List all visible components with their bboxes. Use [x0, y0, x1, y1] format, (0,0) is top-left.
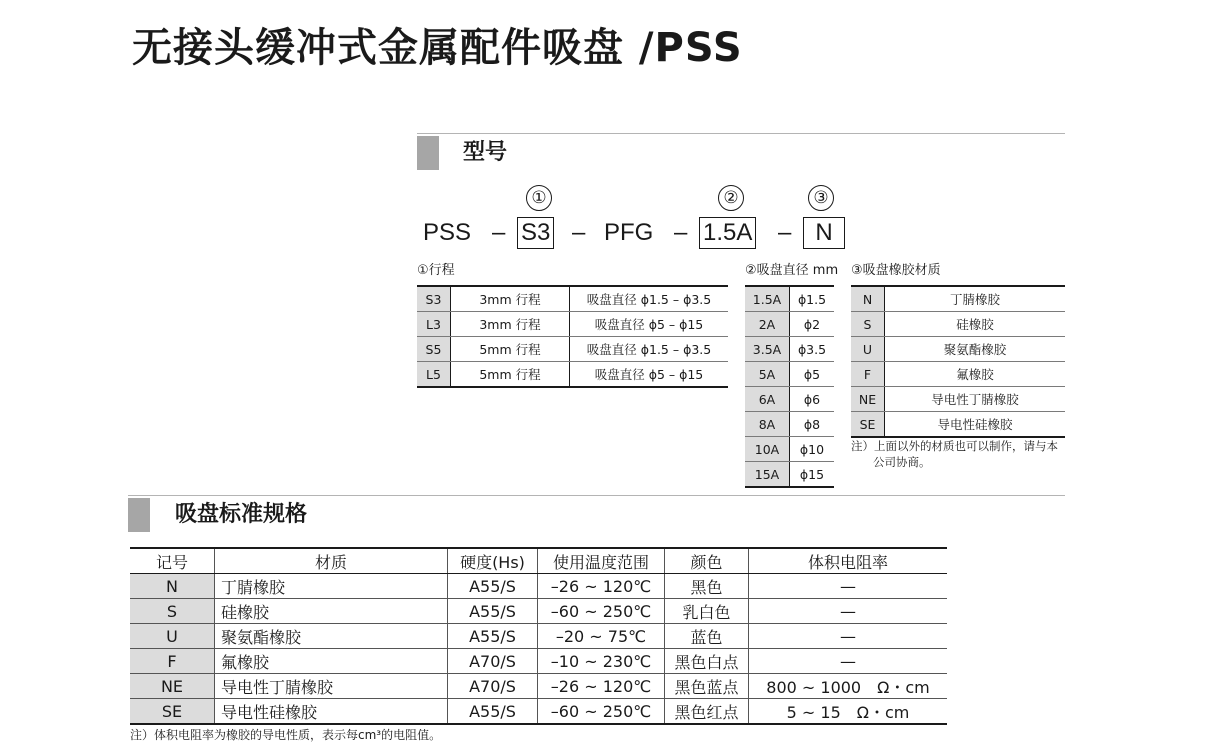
model-code-dash: – — [778, 219, 792, 246]
material-name: 丁腈橡胶 — [885, 286, 1066, 312]
table-row — [851, 337, 1065, 362]
spec-footnote: 注）体积电阻率为橡胶的导电性质，表示每cm³的电阻值。 — [130, 728, 442, 742]
diameter-value: ϕ15 — [790, 462, 835, 488]
stroke-length: 3mm 行程 — [451, 286, 570, 312]
model-code-material: N — [803, 217, 845, 249]
spec-color: 乳白色 — [665, 599, 749, 624]
stroke-code: S3 — [417, 286, 451, 312]
table-row — [130, 574, 947, 599]
material-note — [851, 438, 1067, 470]
column-header: 体积电阻率 — [749, 548, 948, 574]
material-note-line: 公司协商。 — [873, 455, 931, 469]
spec-code: NE — [130, 674, 215, 699]
diameter-code: 1.5A — [745, 286, 790, 312]
table-row — [745, 362, 834, 387]
diameter-code: 15A — [745, 462, 790, 488]
material-code: SE — [851, 412, 885, 438]
spec-code: S — [130, 599, 215, 624]
spec-material: 丁腈橡胶 — [215, 574, 448, 599]
spec-code: U — [130, 624, 215, 649]
spec-hardness: A55/S — [448, 624, 538, 649]
spec-temp: –60 ~ 250℃ — [538, 699, 665, 725]
material-code: S — [851, 312, 885, 337]
spec-hardness: A70/S — [448, 649, 538, 674]
table-row — [851, 286, 1065, 312]
spec-code: SE — [130, 699, 215, 725]
diameter-table — [745, 285, 834, 488]
spec-hardness: A55/S — [448, 574, 538, 599]
spec-resistivity: — — [749, 574, 948, 599]
stroke-code: L3 — [417, 312, 451, 337]
column-header: 材质 — [215, 548, 448, 574]
marker-3: ③ — [808, 185, 834, 211]
spec-color: 黑色红点 — [665, 699, 749, 725]
table-row — [851, 362, 1065, 387]
stroke-code: S5 — [417, 337, 451, 362]
material-code: N — [851, 286, 885, 312]
spec-temp: –60 ~ 250℃ — [538, 599, 665, 624]
material-table — [851, 285, 1065, 438]
material-note-line: 注）上面以外的材质也可以制作，请与本 — [851, 439, 1058, 453]
stroke-label: ①行程 — [417, 263, 455, 278]
spec-resistivity: 800 ~ 1000 Ω・cm — [749, 674, 948, 699]
diameter-value: ϕ1.5 — [790, 286, 835, 312]
diameter-code: 5A — [745, 362, 790, 387]
table-row — [417, 337, 728, 362]
spec-temp: –26 ~ 120℃ — [538, 574, 665, 599]
column-header: 使用温度范围 — [538, 548, 665, 574]
spec-resistivity: — — [749, 624, 948, 649]
stroke-desc: 吸盘直径 ϕ5 – ϕ15 — [570, 312, 729, 337]
column-header: 颜色 — [665, 548, 749, 574]
table-row — [417, 312, 728, 337]
stroke-length: 3mm 行程 — [451, 312, 570, 337]
marker-1: ① — [526, 185, 552, 211]
table-row — [130, 624, 947, 649]
spec-resistivity: 5 ~ 15 Ω・cm — [749, 699, 948, 725]
spec-hardness: A70/S — [448, 674, 538, 699]
material-name: 硅橡胶 — [885, 312, 1066, 337]
diameter-label: ②吸盘直径 mm — [745, 263, 839, 278]
page-title: 无接头缓冲式金属配件吸盘 /PSS — [132, 25, 743, 71]
table-row — [130, 674, 947, 699]
spec-material: 氟橡胶 — [215, 649, 448, 674]
stroke-desc: 吸盘直径 ϕ5 – ϕ15 — [570, 362, 729, 388]
model-code-prefix: PSS — [423, 219, 472, 246]
spec-resistivity: — — [749, 649, 948, 674]
model-code-middle: PFG — [604, 219, 654, 246]
stroke-table — [417, 285, 728, 388]
marker-2: ② — [718, 185, 744, 211]
table-row — [745, 462, 834, 488]
diameter-value: ϕ6 — [790, 387, 835, 412]
table-row — [745, 387, 834, 412]
spec-color: 黑色蓝点 — [665, 674, 749, 699]
diameter-value: ϕ2 — [790, 312, 835, 337]
table-header-row — [130, 548, 947, 574]
section-marker — [417, 136, 439, 170]
section-divider — [128, 495, 1065, 496]
spec-code: F — [130, 649, 215, 674]
spec-material: 导电性硅橡胶 — [215, 699, 448, 725]
stroke-length: 5mm 行程 — [451, 362, 570, 388]
spec-color: 黑色 — [665, 574, 749, 599]
model-code-dash: – — [492, 219, 506, 246]
stroke-length: 5mm 行程 — [451, 337, 570, 362]
spec-table — [130, 547, 947, 725]
spec-material: 聚氨酯橡胶 — [215, 624, 448, 649]
table-row — [851, 312, 1065, 337]
material-label: ③吸盘橡胶材质 — [851, 263, 941, 278]
model-code-diameter: 1.5A — [699, 217, 756, 249]
diameter-code: 6A — [745, 387, 790, 412]
table-row — [745, 412, 834, 437]
diameter-code: 2A — [745, 312, 790, 337]
stroke-desc: 吸盘直径 ϕ1.5 – ϕ3.5 — [570, 337, 729, 362]
model-heading: 型号 — [463, 140, 508, 165]
diameter-code: 3.5A — [745, 337, 790, 362]
table-row — [745, 437, 834, 462]
material-code: F — [851, 362, 885, 387]
diameter-value: ϕ10 — [790, 437, 835, 462]
model-code-dash: – — [572, 219, 586, 246]
diameter-value: ϕ5 — [790, 362, 835, 387]
spec-hardness: A55/S — [448, 699, 538, 725]
diameter-value: ϕ3.5 — [790, 337, 835, 362]
column-header: 硬度(Hs) — [448, 548, 538, 574]
spec-heading: 吸盘标准规格 — [175, 502, 308, 527]
spec-material: 导电性丁腈橡胶 — [215, 674, 448, 699]
model-code-dash: – — [674, 219, 688, 246]
spec-color: 黑色白点 — [665, 649, 749, 674]
spec-color: 蓝色 — [665, 624, 749, 649]
spec-temp: –20 ~ 75℃ — [538, 624, 665, 649]
spec-temp: –10 ~ 230℃ — [538, 649, 665, 674]
table-row — [130, 599, 947, 624]
material-name: 氟橡胶 — [885, 362, 1066, 387]
spec-code: N — [130, 574, 215, 599]
spec-resistivity: — — [749, 599, 948, 624]
spec-temp: –26 ~ 120℃ — [538, 674, 665, 699]
model-code-stroke: S3 — [517, 217, 554, 249]
table-row — [130, 699, 947, 725]
table-row — [417, 286, 728, 312]
table-row — [745, 337, 834, 362]
material-name: 导电性硅橡胶 — [885, 412, 1066, 438]
column-header: 记号 — [130, 548, 215, 574]
table-row — [745, 286, 834, 312]
diameter-code: 8A — [745, 412, 790, 437]
spec-hardness: A55/S — [448, 599, 538, 624]
stroke-code: L5 — [417, 362, 451, 388]
material-code: U — [851, 337, 885, 362]
diameter-code: 10A — [745, 437, 790, 462]
table-row — [417, 362, 728, 388]
section-marker — [128, 498, 150, 532]
table-row — [130, 649, 947, 674]
table-row — [851, 387, 1065, 412]
spec-material: 硅橡胶 — [215, 599, 448, 624]
material-name: 聚氨酯橡胶 — [885, 337, 1066, 362]
stroke-desc: 吸盘直径 ϕ1.5 – ϕ3.5 — [570, 286, 729, 312]
table-row — [851, 412, 1065, 438]
diameter-value: ϕ8 — [790, 412, 835, 437]
material-name: 导电性丁腈橡胶 — [885, 387, 1066, 412]
table-row — [745, 312, 834, 337]
section-divider — [417, 133, 1065, 134]
material-code: NE — [851, 387, 885, 412]
